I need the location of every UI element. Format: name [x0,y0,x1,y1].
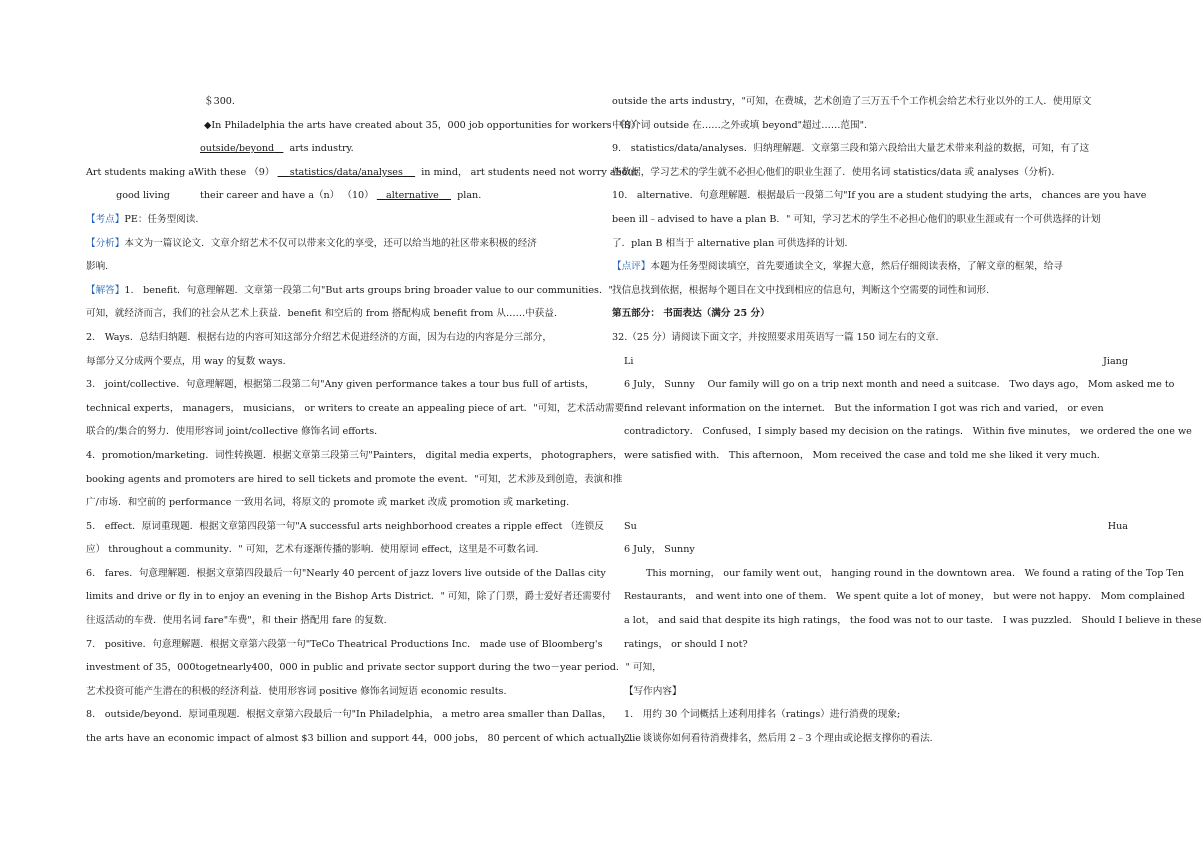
diary-text: This morning， our family went out， hanging round in the downtown area． We found a rating of the Top Ten [646,567,1184,579]
kaodian-text: PE：任务型阅读. [124,213,199,225]
answer-8: outside/beyond [200,143,275,155]
jieda-text: 中的介词 outside 在……之外或填 beyond"超过……范围". [612,119,868,131]
jieda-text: 可知，就经济而言，我们的社会从艺术上获益．benefit 和空后的 from 搭配构成 benefit from 从……中获益. [86,308,558,320]
task-table [86,90,640,208]
jieda-text: limits and drive or fly in to enjoy an evening in the Bishop Arts District．" 可知，除了门票，爵士爱好者还需要付 [86,591,611,603]
diary-text: 6 July， Sunny Our family will go on a trip next month and need a suitcase． Two days ago， Mom asked me to [624,379,1175,391]
diary-1-names [624,350,1128,374]
diary-2-names [624,515,1128,539]
fenxi-text-1: 本文为一篇议论文．文章介绍艺术不仅可以带来文化的享受，还可以给当地的社区带来积极的经济 [124,237,537,249]
diary-2-date: 6 July， Sunny [624,544,695,556]
diary-text: contradictory． Confused，I simply based my decision on the ratings． Within five minutes， we ordered the one we [624,426,1192,438]
jieda-text: outside the arts industry，"可知，在费城，艺术创造了三万五千个工作机会给艺术行业以外的工人．使用原文 [612,96,1092,107]
table-row-2 [86,114,640,138]
jieda-line [86,562,606,586]
table-row-1-text: ＄300. [204,96,235,107]
diary-line [624,444,1128,468]
diary-text: were satisfied with． This afternoon， Mom received the case and told me she liked it very much. [624,449,1100,461]
jieda-line [86,350,590,374]
diary-line [624,609,1202,633]
table-row-3-text: arts industry. [289,143,354,155]
table-row-4-label: Art students making a [86,166,194,178]
diary-2-name-right: Hua [1107,520,1128,532]
jieda-line [86,468,623,492]
diary-2 [612,515,1202,657]
diary-line [624,633,1128,657]
jieda-text: investment of 35，000togetnearly400，000 in public and private sector support during the two－year period．" 可知， [86,662,662,674]
spacer [612,656,1128,680]
jieda-line [86,680,590,704]
jieda-line [612,90,1128,114]
jieda-line [612,208,1128,232]
dianping-section [612,255,1128,302]
jieda-text: 每部分又分成两个要点，用 way 的复数 ways. [86,355,286,367]
table-row-4 [86,161,638,185]
table-row-3 [86,137,590,161]
jieda-text: 6. fares．句意理解题．根据文章第四段最后一句"Nearly 40 percent of jazz lovers live outside of the Dallas city [86,567,606,579]
jieda-line [86,326,590,350]
diary-text: Restaurants， and went into one of them． We spent quite a lot of money， but were not happy． Mom complained [624,591,1185,603]
kaodian-section [86,208,590,232]
jieda-text: 艺术投资可能产生潜在的积极的经济利益．使用形容词 positive 修饰名词短语 economic results. [86,685,507,697]
fenxi-section [86,232,590,279]
jieda-text: 联合的/集合的努力．使用形容词 joint/collective 修饰名词 efforts. [86,426,378,438]
jieda-text: 1. benefit．句意理解题．文章第一段第二句"But arts groups bring broader value to our communities．" [124,284,613,296]
table-row-5 [86,184,590,208]
jieda-text: booking agents and promoters are hired to sell tickets and promote the event．"可知，艺术涉及到创造，表演和推 [86,473,623,485]
jieda-line [612,232,1128,256]
jieda-text: 2. Ways．总结归纳题．根据右边的内容可知这部分介绍艺术促进经济的方面，因为右边的内容是分三部分， [86,331,552,343]
writing-item: 2. 谈谈你如何看待消费排名，然后用 2﹣3 个理由或论据支撑你的看法. [624,733,933,745]
jieda-line [86,633,603,657]
jieda-text: 5. effect．原词重现题．根据文章第四段第一句"A successful arts neighborhood creates a ripple effect （连锁反 [86,520,604,532]
jieda-text: 3. joint/collective．句意理解题，根据第二段第二句"Any given performance takes a tour bus full of artists， [86,379,595,391]
right-column [612,90,1202,751]
table-row-4-text: in mind， art students need not worry about [421,166,638,178]
diary-line [624,373,1175,397]
jieda-text: technical experts， managers， musicians， or writers to create an appealing piece of art．"可知，艺术活动需要 [86,402,625,414]
question-32: 32.（25 分）请阅读下面文字，并按照要求用英语写一篇 150 词左右的文章. [612,331,939,343]
diary-1-name-right: Jiang [1103,355,1128,367]
answer-10: alternative [385,190,439,202]
dianping-text-1: 本题为任务型阅读填空，首先要通读全文，掌握大意，然后仔细阅读表格，了解文章的框架，给寻 [650,261,1063,273]
jieda-line [612,137,1128,161]
jieda-text: 8. outside/beyond．原词重现题．根据文章第六段最后一句"In Philadelphia， a metro area smaller than Dallas， [86,709,612,721]
jieda-line [612,184,1147,208]
jieda-text: 9. statistics/data/analyses．归纳理解题．文章第三段和第六段给出大量艺术带来利益的数据，可知，有了这 [612,143,1090,155]
jieda-tag: 【解答】 [86,284,125,296]
kaodian-tag: 【考点】 [86,213,125,225]
jieda-line [86,420,590,444]
jieda-text: been ill﹣advised to have a plan B．" 可知，学习艺术的学生不必担心他们的职业生涯或有一个可供选择的计划 [612,213,1101,225]
jieda-line [86,397,625,421]
dianping-tag: 【点评】 [612,261,651,273]
jieda-line [86,727,641,751]
writing-heading: 【写作内容】 [624,685,682,697]
diary-line [624,397,1128,421]
table-row-5-label: good living [116,190,170,202]
table-row-2-text: ◆In Philadelphia the arts have created about 35，000 job opportunities for workers （8） [204,119,640,131]
jieda-line [612,161,1128,185]
jieda-line [86,515,604,539]
jieda-continued [612,90,1147,255]
table-row-5-text: plan. [457,190,482,202]
jieda-text: 10. alternative．句意理解题．根据最后一段第二句"If you are a student studying the arts， chances are you have [612,190,1147,202]
spacer [612,468,1128,492]
spacer [612,491,1128,515]
jieda-line [86,491,590,515]
fenxi-line [86,255,590,279]
writing-item: 1. 用约 30 个词概括上述利用排名（ratings）进行消费的现象; [624,709,901,721]
jieda-line [86,302,590,326]
dianping-text-2: 找信息找到依据，根据每个题目在文中找到相应的信息句，判断这个空需要的词性和词形. [612,284,990,296]
table-row-5-pre: their career and have a（n） （10） [200,190,374,202]
jieda-line [612,114,1128,138]
jieda-text: 往返活动的车费．使用名词 fare"车费"，和 their 搭配用 fare 的复数. [86,615,387,627]
dianping-line [612,279,1128,303]
jieda-text: 广/市场．和空前的 performance 一致用名词，将原文的 promote 或 market 改成 promotion 或 marketing. [86,497,570,509]
jieda-text: the arts have an economic impact of almost $3 billion and support 44，000 jobs， 80 percent of which actually lie [86,733,641,745]
table-row-4-pre: With these （9） [194,166,275,178]
writing-requirements [612,680,1128,751]
jieda-line [86,656,662,680]
jieda-line [86,703,612,727]
jieda-text: 些数据，学习艺术的学生就不必担心他们的职业生涯了．使用名词 statistics/data 或 analyses（分析). [612,166,1055,178]
jieda-line [86,373,595,397]
fenxi-tag: 【分析】 [86,237,125,249]
diary-line [624,585,1185,609]
dianping-line [612,255,1128,279]
jieda-text: 7. positive．句意理解题．根据文章第六段第一句"TeCo Theatrical Productions Inc． made use of Bloomberg's [86,638,603,650]
jieda-text: 了．plan B 相当于 alternative plan 可供选择的计划. [612,237,848,249]
jieda-line [86,585,611,609]
jieda-line [86,279,613,303]
diary-2-name-left: Su [624,520,637,532]
fenxi-line [86,232,590,256]
jieda-text: 4．promotion/marketing．词性转换题．根据文章第三段第三句"Painters， digital media experts， photographers， [86,449,623,461]
part5-heading: 第五部分： 书面表达（满分 25 分） [612,308,770,320]
diary-text: a lot， and said that despite its high ratings， the food was not to our taste． I was puzzled． Should I believe in these [624,615,1202,627]
diary-1 [612,350,1192,468]
jieda-text: 应） throughout a community．" 可知，艺术有逐渐传播的影响．使用原词 effect，这里是不可数名词. [86,544,539,556]
answer-9: statistics/data/analyses [289,166,403,178]
diary-text: find relevant information on the internet． But the information I got was rich and varied， or even [624,402,1104,414]
diary-1-name-left: Li [624,355,634,367]
jieda-line [86,609,590,633]
jieda-line [86,444,623,468]
fenxi-text-2: 影响. [86,261,109,273]
diary-line [624,562,1184,586]
diary-line [624,420,1192,444]
table-row-1 [86,90,590,114]
diary-text: ratings， or should I not? [624,638,748,650]
jieda-line [86,538,590,562]
